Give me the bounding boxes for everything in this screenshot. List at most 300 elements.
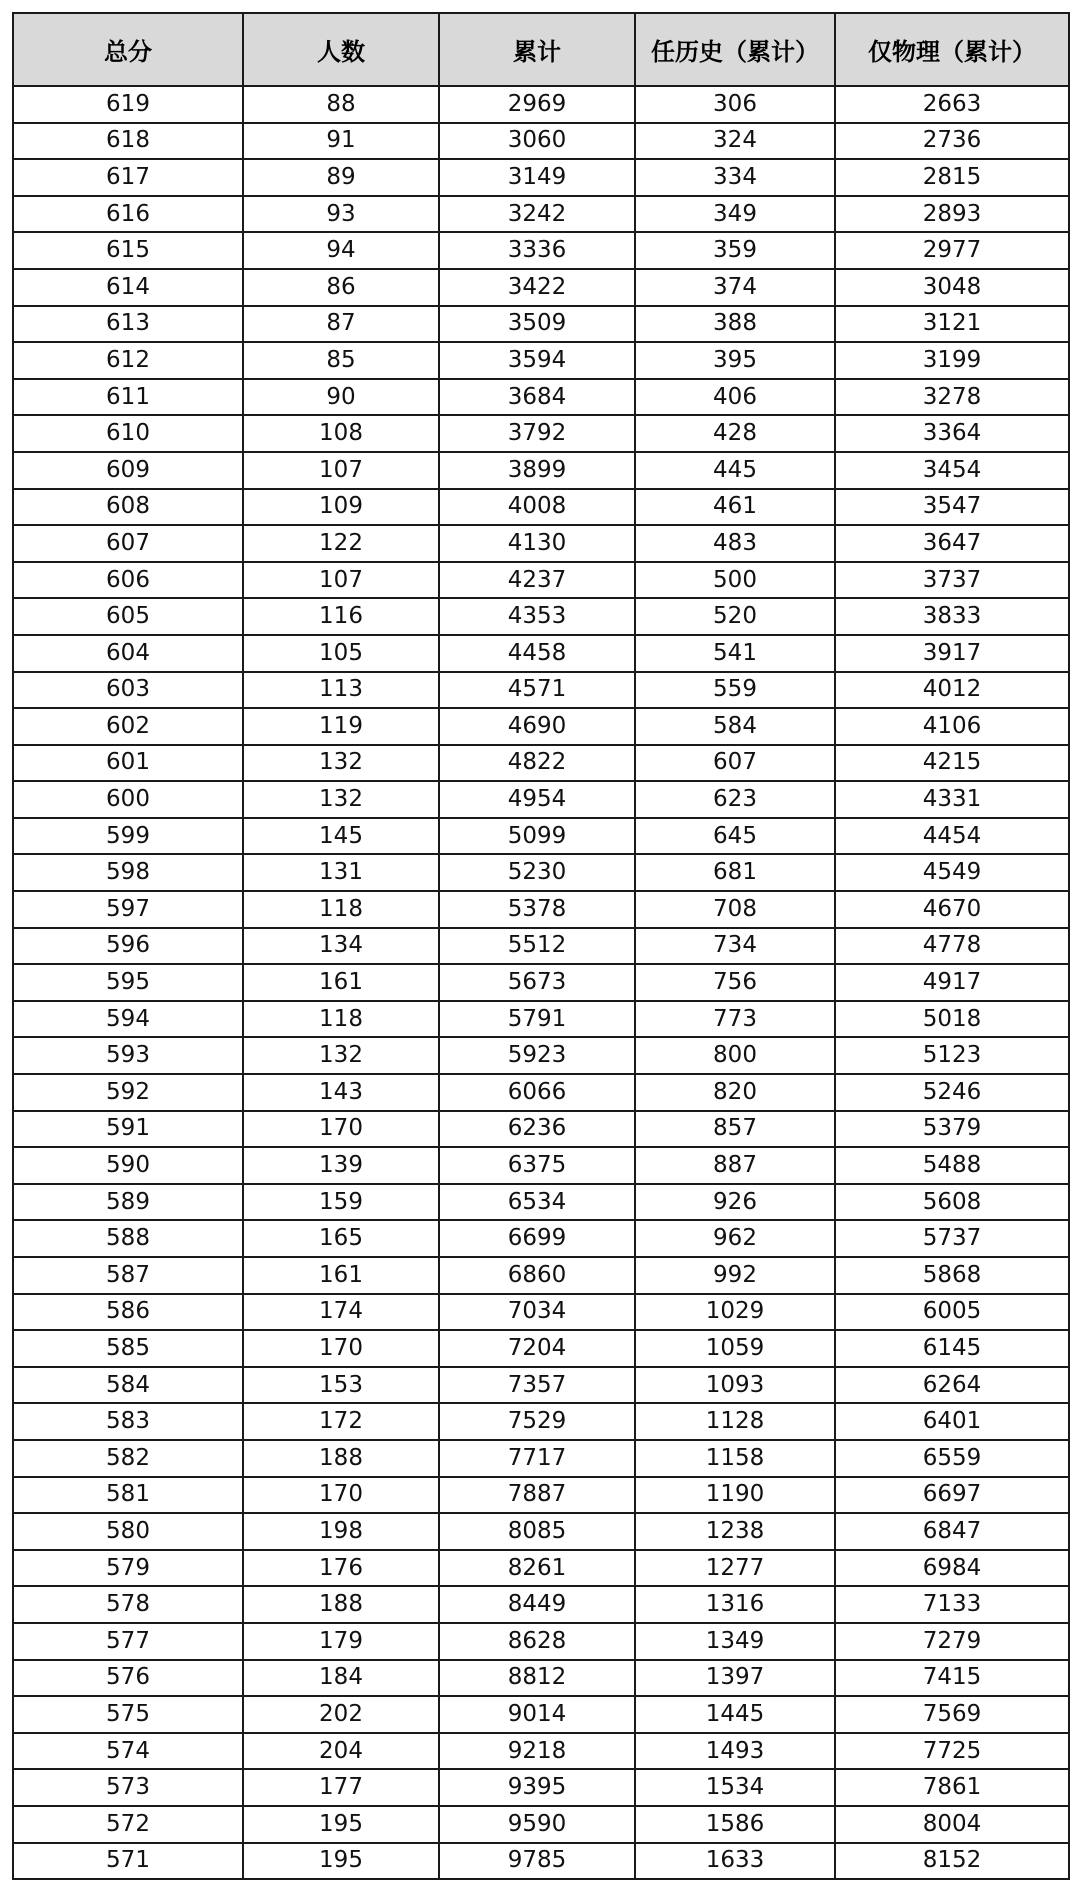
cell-count: 159 [243, 1184, 439, 1221]
cell-physics-cumulative: 3917 [835, 635, 1069, 672]
cell-count: 132 [243, 1037, 439, 1074]
cell-count: 89 [243, 159, 439, 196]
cell-history-cumulative: 820 [635, 1074, 835, 1111]
cell-history-cumulative: 359 [635, 232, 835, 269]
table-row [13, 452, 1069, 489]
cell-physics-cumulative: 3454 [835, 452, 1069, 489]
cell-count: 88 [243, 86, 439, 123]
cell-count: 174 [243, 1294, 439, 1331]
cell-count: 85 [243, 342, 439, 379]
table-row [13, 1367, 1069, 1404]
cell-total-score: 589 [13, 1184, 243, 1221]
table-row [13, 1623, 1069, 1660]
cell-physics-cumulative: 5868 [835, 1257, 1069, 1294]
cell-count: 132 [243, 781, 439, 818]
cell-total-score: 606 [13, 562, 243, 599]
cell-total-score: 609 [13, 452, 243, 489]
cell-count: 145 [243, 818, 439, 855]
cell-history-cumulative: 708 [635, 891, 835, 928]
cell-physics-cumulative: 2893 [835, 196, 1069, 233]
cell-total-score: 592 [13, 1074, 243, 1111]
cell-physics-cumulative: 3121 [835, 306, 1069, 343]
cell-cumulative: 8085 [439, 1513, 635, 1550]
cell-history-cumulative: 887 [635, 1147, 835, 1184]
cell-total-score: 594 [13, 1001, 243, 1038]
cell-physics-cumulative: 7133 [835, 1586, 1069, 1623]
cell-cumulative: 7034 [439, 1294, 635, 1331]
cell-history-cumulative: 406 [635, 379, 835, 416]
cell-total-score: 584 [13, 1367, 243, 1404]
cell-physics-cumulative: 8152 [835, 1843, 1069, 1880]
cell-physics-cumulative: 7569 [835, 1696, 1069, 1733]
table-row [13, 1696, 1069, 1733]
cell-cumulative: 4571 [439, 672, 635, 709]
cell-total-score: 574 [13, 1733, 243, 1770]
cell-history-cumulative: 645 [635, 818, 835, 855]
cell-physics-cumulative: 5737 [835, 1220, 1069, 1257]
cell-physics-cumulative: 3048 [835, 269, 1069, 306]
cell-cumulative: 7357 [439, 1367, 635, 1404]
cell-physics-cumulative: 4454 [835, 818, 1069, 855]
cell-physics-cumulative: 2815 [835, 159, 1069, 196]
cell-count: 195 [243, 1806, 439, 1843]
cell-cumulative: 3422 [439, 269, 635, 306]
cell-physics-cumulative: 2663 [835, 86, 1069, 123]
cell-physics-cumulative: 6264 [835, 1367, 1069, 1404]
cell-physics-cumulative: 2977 [835, 232, 1069, 269]
cell-cumulative: 7529 [439, 1403, 635, 1440]
cell-total-score: 619 [13, 86, 243, 123]
cell-physics-cumulative: 6145 [835, 1330, 1069, 1367]
cell-history-cumulative: 1190 [635, 1477, 835, 1514]
cell-total-score: 581 [13, 1477, 243, 1514]
table-row [13, 1220, 1069, 1257]
table-row [13, 1074, 1069, 1111]
cell-total-score: 587 [13, 1257, 243, 1294]
cell-history-cumulative: 483 [635, 525, 835, 562]
table-row [13, 1037, 1069, 1074]
cell-history-cumulative: 1349 [635, 1623, 835, 1660]
cell-physics-cumulative: 5018 [835, 1001, 1069, 1038]
cell-history-cumulative: 1238 [635, 1513, 835, 1550]
cell-count: 105 [243, 635, 439, 672]
cell-cumulative: 6534 [439, 1184, 635, 1221]
cell-cumulative: 3336 [439, 232, 635, 269]
table-row [13, 379, 1069, 416]
cell-cumulative: 5099 [439, 818, 635, 855]
cell-cumulative: 9218 [439, 1733, 635, 1770]
cell-history-cumulative: 541 [635, 635, 835, 672]
cell-cumulative: 3149 [439, 159, 635, 196]
cell-history-cumulative: 1397 [635, 1660, 835, 1697]
cell-cumulative: 3242 [439, 196, 635, 233]
cell-count: 198 [243, 1513, 439, 1550]
table-row [13, 1184, 1069, 1221]
cell-total-score: 583 [13, 1403, 243, 1440]
cell-total-score: 573 [13, 1769, 243, 1806]
cell-total-score: 615 [13, 232, 243, 269]
cell-history-cumulative: 992 [635, 1257, 835, 1294]
cell-physics-cumulative: 4778 [835, 928, 1069, 965]
cell-cumulative: 3792 [439, 415, 635, 452]
cell-cumulative: 4130 [439, 525, 635, 562]
table-row [13, 635, 1069, 672]
cell-history-cumulative: 374 [635, 269, 835, 306]
cell-physics-cumulative: 6847 [835, 1513, 1069, 1550]
cell-cumulative: 3594 [439, 342, 635, 379]
cell-history-cumulative: 926 [635, 1184, 835, 1221]
table-row [13, 1147, 1069, 1184]
cell-cumulative: 9590 [439, 1806, 635, 1843]
table-row [13, 232, 1069, 269]
cell-history-cumulative: 1493 [635, 1733, 835, 1770]
cell-total-score: 591 [13, 1111, 243, 1148]
table-row [13, 1001, 1069, 1038]
cell-total-score: 598 [13, 854, 243, 891]
cell-cumulative: 8261 [439, 1550, 635, 1587]
table-header [13, 13, 1069, 86]
cell-total-score: 582 [13, 1440, 243, 1477]
table-row [13, 781, 1069, 818]
cell-count: 107 [243, 562, 439, 599]
cell-history-cumulative: 559 [635, 672, 835, 709]
cell-physics-cumulative: 6005 [835, 1294, 1069, 1331]
cell-cumulative: 6375 [439, 1147, 635, 1184]
cell-cumulative: 8628 [439, 1623, 635, 1660]
header-history-cumulative: 任历史（累计） [635, 13, 835, 86]
cell-physics-cumulative: 3364 [835, 415, 1069, 452]
cell-physics-cumulative: 5246 [835, 1074, 1069, 1111]
cell-history-cumulative: 681 [635, 854, 835, 891]
cell-history-cumulative: 1277 [635, 1550, 835, 1587]
cell-cumulative: 7204 [439, 1330, 635, 1367]
table-row [13, 1660, 1069, 1697]
cell-total-score: 586 [13, 1294, 243, 1331]
cell-history-cumulative: 395 [635, 342, 835, 379]
cell-count: 91 [243, 123, 439, 160]
cell-count: 161 [243, 964, 439, 1001]
cell-physics-cumulative: 4670 [835, 891, 1069, 928]
table-row [13, 1257, 1069, 1294]
cell-history-cumulative: 1128 [635, 1403, 835, 1440]
header-row [13, 13, 1069, 86]
cell-count: 87 [243, 306, 439, 343]
cell-total-score: 596 [13, 928, 243, 965]
cell-total-score: 614 [13, 269, 243, 306]
cell-count: 86 [243, 269, 439, 306]
cell-physics-cumulative: 7725 [835, 1733, 1069, 1770]
cell-history-cumulative: 1445 [635, 1696, 835, 1733]
cell-history-cumulative: 1316 [635, 1586, 835, 1623]
table-row [13, 1806, 1069, 1843]
table-row [13, 598, 1069, 635]
cell-physics-cumulative: 4331 [835, 781, 1069, 818]
cell-history-cumulative: 334 [635, 159, 835, 196]
cell-count: 134 [243, 928, 439, 965]
cell-physics-cumulative: 6697 [835, 1477, 1069, 1514]
cell-cumulative: 5791 [439, 1001, 635, 1038]
cell-cumulative: 5378 [439, 891, 635, 928]
cell-count: 108 [243, 415, 439, 452]
cell-physics-cumulative: 3278 [835, 379, 1069, 416]
cell-count: 184 [243, 1660, 439, 1697]
cell-history-cumulative: 584 [635, 708, 835, 745]
cell-total-score: 601 [13, 745, 243, 782]
cell-history-cumulative: 607 [635, 745, 835, 782]
cell-total-score: 571 [13, 1843, 243, 1880]
cell-count: 177 [243, 1769, 439, 1806]
table-row [13, 854, 1069, 891]
cell-history-cumulative: 773 [635, 1001, 835, 1038]
cell-cumulative: 5512 [439, 928, 635, 965]
cell-total-score: 610 [13, 415, 243, 452]
header-count: 人数 [243, 13, 439, 86]
cell-physics-cumulative: 3199 [835, 342, 1069, 379]
cell-count: 119 [243, 708, 439, 745]
cell-total-score: 616 [13, 196, 243, 233]
cell-total-score: 575 [13, 1696, 243, 1733]
cell-total-score: 578 [13, 1586, 243, 1623]
cell-total-score: 608 [13, 489, 243, 526]
header-cumulative: 累计 [439, 13, 635, 86]
cell-total-score: 613 [13, 306, 243, 343]
table-row [13, 86, 1069, 123]
cell-physics-cumulative: 5608 [835, 1184, 1069, 1221]
cell-total-score: 612 [13, 342, 243, 379]
cell-cumulative: 8812 [439, 1660, 635, 1697]
table-row [13, 1294, 1069, 1331]
cell-total-score: 602 [13, 708, 243, 745]
cell-count: 131 [243, 854, 439, 891]
cell-physics-cumulative: 4012 [835, 672, 1069, 709]
cell-physics-cumulative: 6559 [835, 1440, 1069, 1477]
cell-history-cumulative: 1059 [635, 1330, 835, 1367]
table-row [13, 415, 1069, 452]
cell-history-cumulative: 734 [635, 928, 835, 965]
cell-cumulative: 4237 [439, 562, 635, 599]
table-row [13, 159, 1069, 196]
cell-total-score: 576 [13, 1660, 243, 1697]
cell-total-score: 590 [13, 1147, 243, 1184]
cell-cumulative: 6699 [439, 1220, 635, 1257]
cell-history-cumulative: 349 [635, 196, 835, 233]
cell-cumulative: 2969 [439, 86, 635, 123]
table-row [13, 1769, 1069, 1806]
cell-total-score: 607 [13, 525, 243, 562]
cell-history-cumulative: 388 [635, 306, 835, 343]
cell-physics-cumulative: 5488 [835, 1147, 1069, 1184]
cell-cumulative: 4353 [439, 598, 635, 635]
table-row [13, 745, 1069, 782]
cell-history-cumulative: 756 [635, 964, 835, 1001]
cell-history-cumulative: 520 [635, 598, 835, 635]
cell-physics-cumulative: 4549 [835, 854, 1069, 891]
cell-cumulative: 5673 [439, 964, 635, 1001]
cell-count: 170 [243, 1111, 439, 1148]
cell-count: 172 [243, 1403, 439, 1440]
table-row [13, 342, 1069, 379]
cell-history-cumulative: 1093 [635, 1367, 835, 1404]
cell-physics-cumulative: 5123 [835, 1037, 1069, 1074]
cell-total-score: 617 [13, 159, 243, 196]
cell-cumulative: 6066 [439, 1074, 635, 1111]
cell-cumulative: 5923 [439, 1037, 635, 1074]
table-row [13, 1550, 1069, 1587]
cell-count: 202 [243, 1696, 439, 1733]
table-row [13, 489, 1069, 526]
cell-total-score: 572 [13, 1806, 243, 1843]
cell-cumulative: 4008 [439, 489, 635, 526]
cell-history-cumulative: 857 [635, 1111, 835, 1148]
cell-count: 176 [243, 1550, 439, 1587]
table-row [13, 1477, 1069, 1514]
cell-physics-cumulative: 8004 [835, 1806, 1069, 1843]
cell-cumulative: 5230 [439, 854, 635, 891]
cell-cumulative: 3899 [439, 452, 635, 489]
cell-history-cumulative: 962 [635, 1220, 835, 1257]
table-row [13, 1440, 1069, 1477]
cell-total-score: 595 [13, 964, 243, 1001]
table-row [13, 1330, 1069, 1367]
cell-count: 170 [243, 1330, 439, 1367]
cell-total-score: 611 [13, 379, 243, 416]
cell-physics-cumulative: 6984 [835, 1550, 1069, 1587]
cell-count: 188 [243, 1440, 439, 1477]
cell-count: 113 [243, 672, 439, 709]
cell-total-score: 597 [13, 891, 243, 928]
table-row [13, 123, 1069, 160]
cell-total-score: 577 [13, 1623, 243, 1660]
cell-physics-cumulative: 3833 [835, 598, 1069, 635]
cell-physics-cumulative: 7415 [835, 1660, 1069, 1697]
cell-physics-cumulative: 5379 [835, 1111, 1069, 1148]
cell-count: 161 [243, 1257, 439, 1294]
cell-history-cumulative: 623 [635, 781, 835, 818]
cell-count: 188 [243, 1586, 439, 1623]
cell-cumulative: 9785 [439, 1843, 635, 1880]
cell-cumulative: 9014 [439, 1696, 635, 1733]
table-body [13, 86, 1069, 1879]
table-row [13, 818, 1069, 855]
table-row [13, 196, 1069, 233]
cell-count: 170 [243, 1477, 439, 1514]
table-row [13, 1403, 1069, 1440]
cell-history-cumulative: 1586 [635, 1806, 835, 1843]
cell-count: 90 [243, 379, 439, 416]
cell-history-cumulative: 1029 [635, 1294, 835, 1331]
cell-physics-cumulative: 3547 [835, 489, 1069, 526]
cell-history-cumulative: 1633 [635, 1843, 835, 1880]
cell-count: 109 [243, 489, 439, 526]
cell-history-cumulative: 324 [635, 123, 835, 160]
cell-total-score: 603 [13, 672, 243, 709]
cell-cumulative: 6860 [439, 1257, 635, 1294]
cell-count: 122 [243, 525, 439, 562]
cell-count: 118 [243, 1001, 439, 1038]
cell-count: 116 [243, 598, 439, 635]
cell-physics-cumulative: 4106 [835, 708, 1069, 745]
table-row [13, 928, 1069, 965]
cell-cumulative: 7717 [439, 1440, 635, 1477]
table-row [13, 1586, 1069, 1623]
cell-physics-cumulative: 3737 [835, 562, 1069, 599]
table-row [13, 306, 1069, 343]
table-row [13, 964, 1069, 1001]
cell-cumulative: 4458 [439, 635, 635, 672]
cell-cumulative: 7887 [439, 1477, 635, 1514]
cell-count: 195 [243, 1843, 439, 1880]
table-row [13, 1111, 1069, 1148]
cell-total-score: 599 [13, 818, 243, 855]
cell-count: 132 [243, 745, 439, 782]
table-row [13, 708, 1069, 745]
header-total-score: 总分 [13, 13, 243, 86]
cell-count: 94 [243, 232, 439, 269]
cell-cumulative: 4954 [439, 781, 635, 818]
cell-cumulative: 4822 [439, 745, 635, 782]
cell-count: 93 [243, 196, 439, 233]
cell-total-score: 605 [13, 598, 243, 635]
cell-history-cumulative: 428 [635, 415, 835, 452]
cell-cumulative: 4690 [439, 708, 635, 745]
cell-history-cumulative: 306 [635, 86, 835, 123]
cell-physics-cumulative: 4917 [835, 964, 1069, 1001]
cell-total-score: 604 [13, 635, 243, 672]
cell-cumulative: 6236 [439, 1111, 635, 1148]
cell-history-cumulative: 445 [635, 452, 835, 489]
cell-history-cumulative: 1158 [635, 1440, 835, 1477]
cell-count: 107 [243, 452, 439, 489]
cell-total-score: 600 [13, 781, 243, 818]
cell-physics-cumulative: 6401 [835, 1403, 1069, 1440]
score-distribution-table-container [12, 12, 1068, 1880]
cell-cumulative: 3060 [439, 123, 635, 160]
cell-cumulative: 9395 [439, 1769, 635, 1806]
cell-total-score: 593 [13, 1037, 243, 1074]
table-row [13, 1733, 1069, 1770]
table-row [13, 269, 1069, 306]
table-row [13, 1513, 1069, 1550]
cell-total-score: 585 [13, 1330, 243, 1367]
cell-count: 139 [243, 1147, 439, 1184]
cell-history-cumulative: 461 [635, 489, 835, 526]
cell-count: 153 [243, 1367, 439, 1404]
cell-history-cumulative: 1534 [635, 1769, 835, 1806]
cell-history-cumulative: 800 [635, 1037, 835, 1074]
cell-cumulative: 3509 [439, 306, 635, 343]
cell-physics-cumulative: 7861 [835, 1769, 1069, 1806]
cell-count: 204 [243, 1733, 439, 1770]
header-physics-cumulative: 仅物理（累计） [835, 13, 1069, 86]
cell-total-score: 588 [13, 1220, 243, 1257]
table-row [13, 672, 1069, 709]
cell-physics-cumulative: 7279 [835, 1623, 1069, 1660]
table-row [13, 562, 1069, 599]
cell-count: 165 [243, 1220, 439, 1257]
table-row [13, 891, 1069, 928]
cell-cumulative: 3684 [439, 379, 635, 416]
cell-total-score: 579 [13, 1550, 243, 1587]
table-row [13, 525, 1069, 562]
cell-physics-cumulative: 3647 [835, 525, 1069, 562]
cell-total-score: 580 [13, 1513, 243, 1550]
cell-physics-cumulative: 2736 [835, 123, 1069, 160]
cell-physics-cumulative: 4215 [835, 745, 1069, 782]
score-distribution-table [12, 12, 1070, 1880]
cell-count: 118 [243, 891, 439, 928]
cell-history-cumulative: 500 [635, 562, 835, 599]
cell-total-score: 618 [13, 123, 243, 160]
